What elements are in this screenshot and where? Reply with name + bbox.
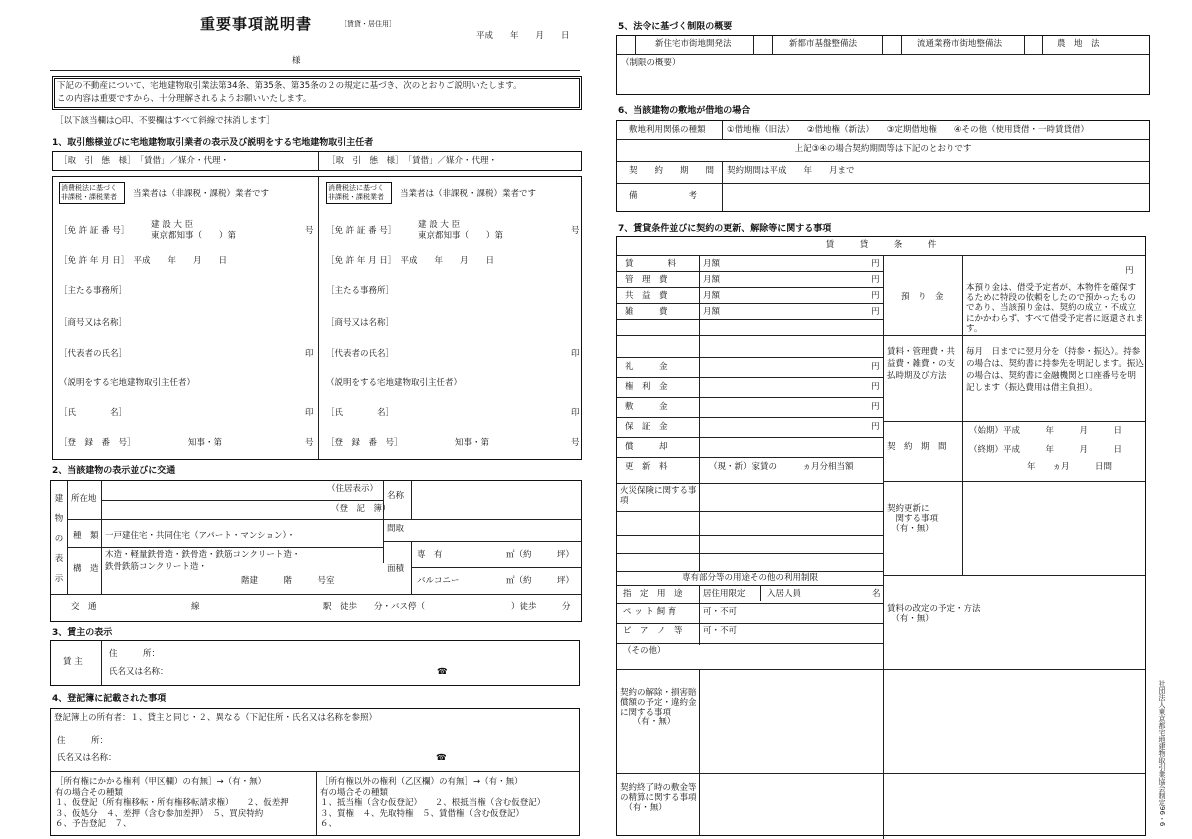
section-2-heading: 2、当該建物の表示並びに交通	[52, 466, 176, 476]
explainer-name-left[interactable]: ［氏 名］	[59, 408, 128, 418]
law-urban-infra[interactable]: 新都市基盤整備法	[789, 39, 858, 49]
balcony-area[interactable]: ㎡（約 坪）	[506, 576, 575, 586]
trade-name-left[interactable]: ［商号又は名称］	[59, 318, 128, 328]
seal-icon: 印	[571, 408, 580, 418]
seal-icon: 印	[305, 349, 314, 359]
residence-display[interactable]: （住居表示）	[327, 484, 379, 494]
section-1-heading: 1、取引態様並びに宅地建物取引業者の表示及び説明をする宅地建物取引主任者	[52, 138, 374, 148]
registry-table	[50, 708, 580, 836]
mode-left[interactable]: ［取 引 態 様］ 「賃借」／媒介・代理・	[59, 156, 230, 166]
lessor-address[interactable]: 住 所：	[109, 649, 161, 659]
building-structure[interactable]: 木造・軽量鉄骨造・鉄骨造・鉄筋コンクリート造・	[105, 550, 301, 560]
leasehold-table: 敷地利用関係の種類 ①借地権（旧法） ②借地権（新法） ③定期借地権 ④その他（使用貸借・一時賃貸借） 上記③④の場合契約期間等は下記のとおりです 契 約 期 間 契約期間は平成 年 月まで 備 考	[616, 120, 1150, 212]
license-no-right[interactable]: 東京都知事（ ）第	[418, 231, 504, 241]
notice-line-2: この内容は重要ですから、十分理解されるようお願いいたします。	[57, 94, 312, 104]
trade-name-right[interactable]: ［商号又は名称］	[326, 318, 395, 328]
rent-amount[interactable]: 月額	[703, 259, 721, 269]
section-6-heading: 6、当該建物の敷地が借地の場合	[618, 106, 751, 116]
building-type[interactable]: 一戸建住宅・共同住宅（アパート・マンション）・	[105, 531, 296, 541]
seal-icon: 印	[571, 349, 580, 359]
misc-fee[interactable]: 月額	[703, 307, 721, 317]
license-date-left[interactable]: ［免 許 年 月 日］ 平成 年 月 日	[59, 256, 228, 266]
registered-owner[interactable]: 登記簿上の所有者：１、貸主と同じ・２、異なる（下記住所・氏名又は名称を参照）	[54, 713, 378, 723]
contract-end[interactable]: （終期）平成 年 月 日	[969, 445, 1123, 455]
common-fee[interactable]: 月額	[703, 291, 721, 301]
phone-icon: ☎	[436, 753, 447, 763]
otsu-rights: ［所有権以外の権利（乙区欄）の有無］→（有・無） 有の場合その種類 １、抵当権（含む仮登記） ２、根抵当権（含む仮登記） ３、質権 ４、先取特権 ５、賃借権（含む仮登記） ６、	[320, 777, 546, 829]
tax-status-left[interactable]: 当業者は（非課税・課税）業者です	[133, 189, 270, 199]
gaku-rights: ［所有権にかかる権利（甲区欄）の有無］→（有・無） 有の場合その種類 １、仮登記（所有権移転・所有権移転請求権） ２、仮差押 ３、仮処分 ４、差押（含む参加差押） ５、買戻特約 ６、予告登記 ７、	[55, 777, 289, 829]
legal-restrictions	[616, 35, 1150, 95]
seal-icon: 印	[305, 408, 314, 418]
date-field[interactable]: 平成 年 月 日	[476, 31, 570, 41]
management-fee[interactable]: 月額	[703, 275, 721, 285]
notice-box	[52, 76, 582, 110]
designated-use[interactable]: 居住用限定	[703, 589, 746, 599]
reg-no-left[interactable]: ［登 録 番 号］	[59, 438, 136, 448]
section-3-heading: 3、賃主の表示	[52, 628, 113, 638]
document-subtitle: ［賃貸・居住用］	[340, 20, 396, 28]
lessor-table: 賃 主 住 所： 氏名又は名称： ☎	[50, 640, 580, 686]
bus-walk[interactable]: ）徒歩 分	[511, 602, 571, 612]
section-4-heading: 4、登記簿に記載された事項	[52, 694, 167, 704]
piano-allowed[interactable]: 可・不可	[703, 626, 738, 636]
land-use-type[interactable]: ①借地権（旧法） ②借地権（新法） ③定期借地権 ④その他（使用貸借・一時賃貸借）	[727, 125, 1089, 135]
representative-left[interactable]: ［代表者の氏名］	[59, 349, 128, 359]
law-new-residential[interactable]: 新住宅市街地開発法	[655, 39, 732, 49]
pet-allowed[interactable]: 可・不可	[703, 607, 738, 617]
mode-right[interactable]: ［取 引 態 様］ 「賃借」／媒介・代理・	[327, 156, 498, 166]
contract-duration[interactable]: 年 ヵ月 日間	[1027, 462, 1113, 472]
owner-name[interactable]: 氏名又は名称：	[57, 753, 117, 763]
law-farmland[interactable]: 農 地 法	[1057, 39, 1100, 49]
rail-line[interactable]: 線	[191, 602, 200, 612]
explainer-name-right[interactable]: ［氏 名］	[326, 408, 395, 418]
conditions-header: 賃 貸 条 件	[825, 240, 937, 250]
owner-address[interactable]: 住 所：	[57, 736, 109, 746]
license-date-right[interactable]: ［免 許 年 月 日］ 平成 年 月 日	[326, 256, 495, 266]
payment-method[interactable]: 毎月 日までに翌月分を（持参・振込）。持参の場合は、契約書に持参先を明記します。振込の場合は、契約書に金融機関と口座番号を明記します（振込費用は借主負担）。	[966, 347, 1144, 393]
deposit-text: 本預り金は、借受予定者が、本物件を確保するために特段の依頼をしたので預かったものであり、当該預り金は、契約の成立・不成立にかかわらず、すべて借受予定者に返還されます。	[966, 283, 1144, 334]
other-restrictions[interactable]: （その他）	[623, 646, 666, 656]
law-distribution[interactable]: 流通業務市街地整備法	[917, 39, 1003, 49]
notice-line-1: 下記の不動産について、宅地建物取引業法第34条、第35条、第35条の２の規定に基づき、次のとおりご説明いたします。	[57, 81, 522, 91]
reg-no-right[interactable]: ［登 録 番 号］	[326, 438, 403, 448]
honorific: 様	[292, 56, 301, 66]
phone-icon: ☎	[437, 667, 448, 677]
floors-room[interactable]: 階建 階 号室	[241, 576, 335, 586]
building-table: 建 物 の 表 示 所在地 （住居表示） （登 記 簿） 名称 種 類 一戸建住宅・共同住宅（アパート・マンション）・ 間取 構 造 木造・軽量鉄骨造・鉄骨造・鉄筋コンクリート造・ 鉄骨鉄筋コンクリート造・ 階建 階 号室 面積 専 有 ㎡（約 坪） バルコニー ㎡（約 坪） 交 通 線 駅 徒歩 分・バス停（ ）徒歩 分	[50, 480, 582, 622]
license-no-left[interactable]: 東京都知事（ ）第	[151, 231, 237, 241]
lease-terms-table: 賃 貸 条 件 賃 料 月額 円 管 理 費 月額 円 共 益 費 月額 円 雑 費 月額 円 礼 金 円 権 利 金 円 敷 金 円 保 証 金 円 償 却 更 新 料 （現・新）家賃の ヵ月分相当額 火災保険に関する事項 専有部分等の用途その他の利用制限 指 定 用 途 居住用限定 入居人員 名 ペ ッ ト 飼 育 可・不可 ピ ア ノ 等 可・不可 （その他） 預 り 金 円 本預り金は、借受予定者が、本物件を確保するために特段の依頼をしたので預かったものであり、当該預り金は、契約の成立・不成立にかかわらず、すべて借受予定者に返還されます。 賃料・管理費・共益費・雑費・の支払時期及び方法 毎月 日までに翌月分を（持参・振込）。持参の場合は、契約書に持参先を明記します。振込の場合は、契約書に金融機関と口座番号を明記します（振込費用は借主負担）。 契 約 期 間 （始期）平成 年 月 日 （終期）平成 年 月 日 年 ヵ月 日間 契約更新に 関する事項 （有・無） 賃料の改定の予定・方法 （有・無） 契約の解除・損害賠償額の予定・違約金に関する事項 （有・無） 契約終了時の敷金等の精算に関する事項 （有・無）	[616, 236, 1146, 836]
agent-table: 消費税法に基づく 非課税・課税業者 当業者は（非課税・課税）業者です ［免 許 証 番 号］ 建 設 大 臣 東京都知事（ ）第 号 ［免 許 年 月 日］ 平成 年 月 日 ［主たる事務所］ ［商号又は名称］ ［代表者の氏名］ 印 （説明をする宅地建物取引主任者） ［氏 名］ 印 ［登 録 番 号］ 知事・第 号 消費税法に基づく 非課税・課税業者 当業者は（非課税・課税）業者です ［免 許 証 番 号］ 建 設 大 臣 東京都知事（ ）第 号 ［免 許 年 月 日］ 平成 年 月 日 ［主たる事務所］ ［商号又は名称］ ［代表者の氏名］ 印 （説明をする宅地建物取引主任者） ［氏 名］ 印 ［登 録 番 号］ 知事・第 号	[52, 176, 582, 460]
contract-start[interactable]: （始期）平成 年 月 日	[969, 426, 1123, 436]
section-7-heading: 7、賃貸条件並びに契約の更新、解除等に関する事項	[618, 224, 832, 234]
lessor-name[interactable]: 氏名又は名称：	[109, 667, 169, 677]
exclusive-area[interactable]: ㎡（約 坪）	[506, 550, 575, 560]
tax-status-right[interactable]: 当業者は（非課税・課税）業者です	[400, 189, 537, 199]
representative-right[interactable]: ［代表者の氏名］	[326, 349, 395, 359]
lease-period[interactable]: 契約期間は平成 年 月まで	[727, 166, 855, 176]
office-right[interactable]: ［主たる事務所］	[326, 286, 395, 296]
instruction: ［以下該当欄は○印、不要欄はすべて斜線で抹消します］	[55, 116, 275, 126]
document-title: 重要事項説明書	[200, 15, 313, 33]
registry-address[interactable]: （登 記 簿）	[331, 504, 391, 514]
renewal-fee[interactable]: （現・新）家賃の ヵ月分相当額	[709, 462, 854, 472]
restriction-outline[interactable]: （制限の概要）	[621, 58, 681, 68]
footer-association: 社団法人東京都宅地建物取引業協会制定96・6	[1158, 680, 1166, 827]
station-walk[interactable]: 駅 徒歩 分・バス停（	[323, 602, 426, 612]
transaction-mode-row	[52, 151, 582, 171]
office-left[interactable]: ［主たる事務所］	[59, 286, 128, 296]
section-5-heading: 5、法令に基づく制限の概要	[618, 22, 733, 32]
